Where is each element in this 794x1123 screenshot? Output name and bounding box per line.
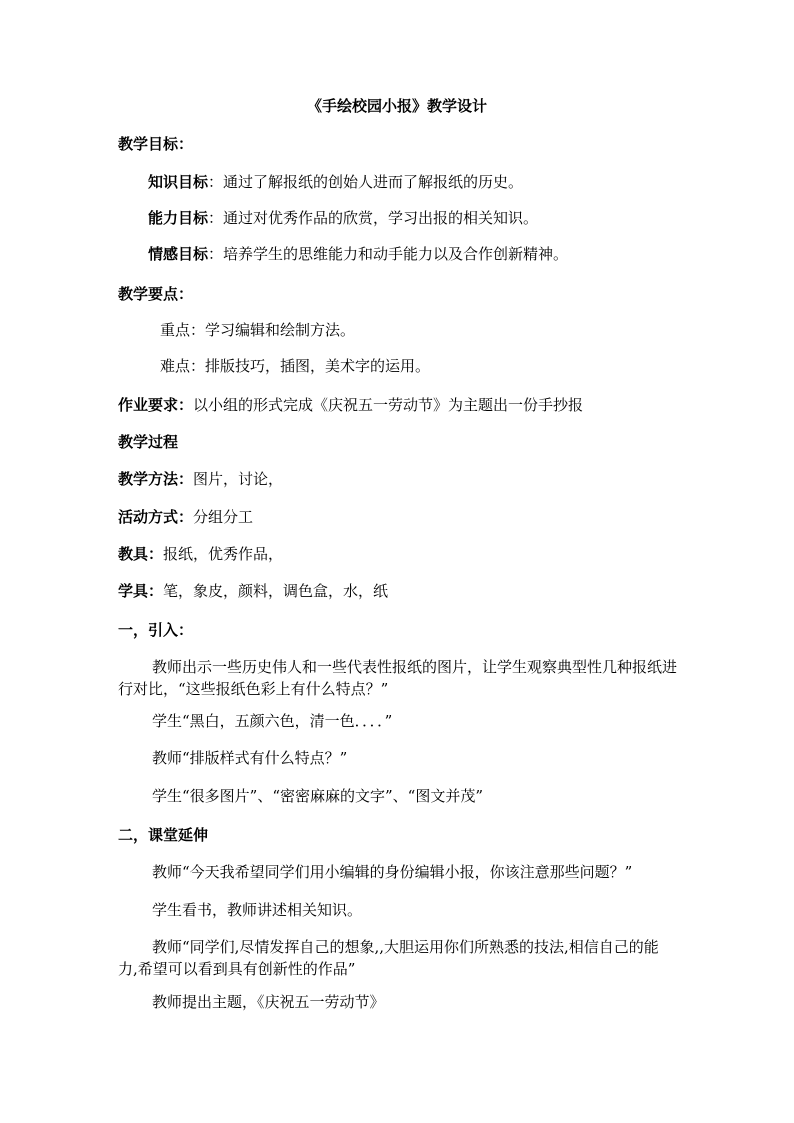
section1-paragraph-2: 学生“黑白，五颜六色，清一色．．．．” — [152, 712, 393, 730]
process-heading: 教学过程 — [118, 433, 179, 451]
section2-paragraph-2: 学生看书，教师讲述相关知识。 — [152, 901, 363, 919]
knowledge-objective-text: ：通过了解报纸的创始人进而了解报纸的历史。 — [208, 173, 524, 191]
homework-text: 以小组的形式完成《庆祝五一劳动节》为主题出一份手抄报 — [193, 396, 584, 414]
key-points-heading: 教学要点： — [118, 285, 194, 303]
teaching-method — [118, 469, 283, 489]
focus-point: 重点：学习编辑和绘制方法。 — [160, 321, 356, 339]
emotion-objective — [148, 244, 568, 264]
knowledge-objective — [148, 172, 523, 192]
homework-label: 作业要求： — [118, 396, 194, 414]
section1-paragraph-4: 学生“很多图片”、“密密麻麻的文字”、“图文并茂” — [152, 787, 484, 805]
student-tools — [118, 581, 388, 601]
teaching-method-label: 教学方法： — [118, 470, 194, 488]
student-tools-label: 学具： — [118, 582, 164, 600]
teaching-tools-label: 教具： — [118, 545, 164, 563]
ability-objective-label: 能力目标 — [148, 209, 209, 227]
activity-mode — [118, 507, 253, 527]
activity-mode-label: 活动方式： — [118, 508, 194, 526]
teaching-tools — [118, 544, 283, 564]
student-tools-text: 笔，象皮，颜料，调色盒，水，纸 — [163, 582, 389, 600]
section1-paragraph-3: 教师“排版样式有什么特点？” — [152, 749, 348, 767]
ability-objective — [148, 208, 538, 228]
homework — [118, 395, 583, 415]
activity-mode-text: 分组分工 — [193, 508, 254, 526]
section2-heading: 二，课堂延伸 — [118, 826, 209, 844]
knowledge-objective-label: 知识目标 — [148, 173, 209, 191]
ability-objective-text: ：通过对优秀作品的欣赏，学习出报的相关知识。 — [208, 209, 539, 227]
emotion-objective-label: 情感目标 — [148, 245, 209, 263]
difficulty-point: 难点：排版技巧，插图，美术字的运用。 — [160, 357, 431, 375]
document-title: 《手绘校园小报》教学设计 — [306, 97, 487, 115]
teaching-method-text: 图片，讨论， — [193, 470, 284, 488]
section1-heading: 一，引入： — [118, 621, 194, 639]
teaching-tools-text: 报纸，优秀作品， — [163, 545, 284, 563]
section2-paragraph-1: 教师“今天我希望同学们用小编辑的身份编辑小报，你该注意那些问题？” — [152, 863, 633, 881]
section2-paragraph-3: 教师“同学们,尽情发挥自己的想象,,大胆运用你们所熟悉的技法,相信自己的能力,希望可以看到具有创新性的作品” — [118, 938, 659, 978]
emotion-objective-text: ：培养学生的思维能力和动手能力以及合作创新精神。 — [208, 245, 569, 263]
objectives-heading: 教学目标： — [118, 135, 194, 153]
section2-paragraph-4: 教师提出主题，《庆祝五一劳动节》 — [152, 993, 385, 1011]
section1-paragraph-1: 教师出示一些历史伟人和一些代表性报纸的图片，让学生观察典型性几种报纸进行对比，“这些报纸色彩上有什么特点？” — [118, 658, 678, 698]
